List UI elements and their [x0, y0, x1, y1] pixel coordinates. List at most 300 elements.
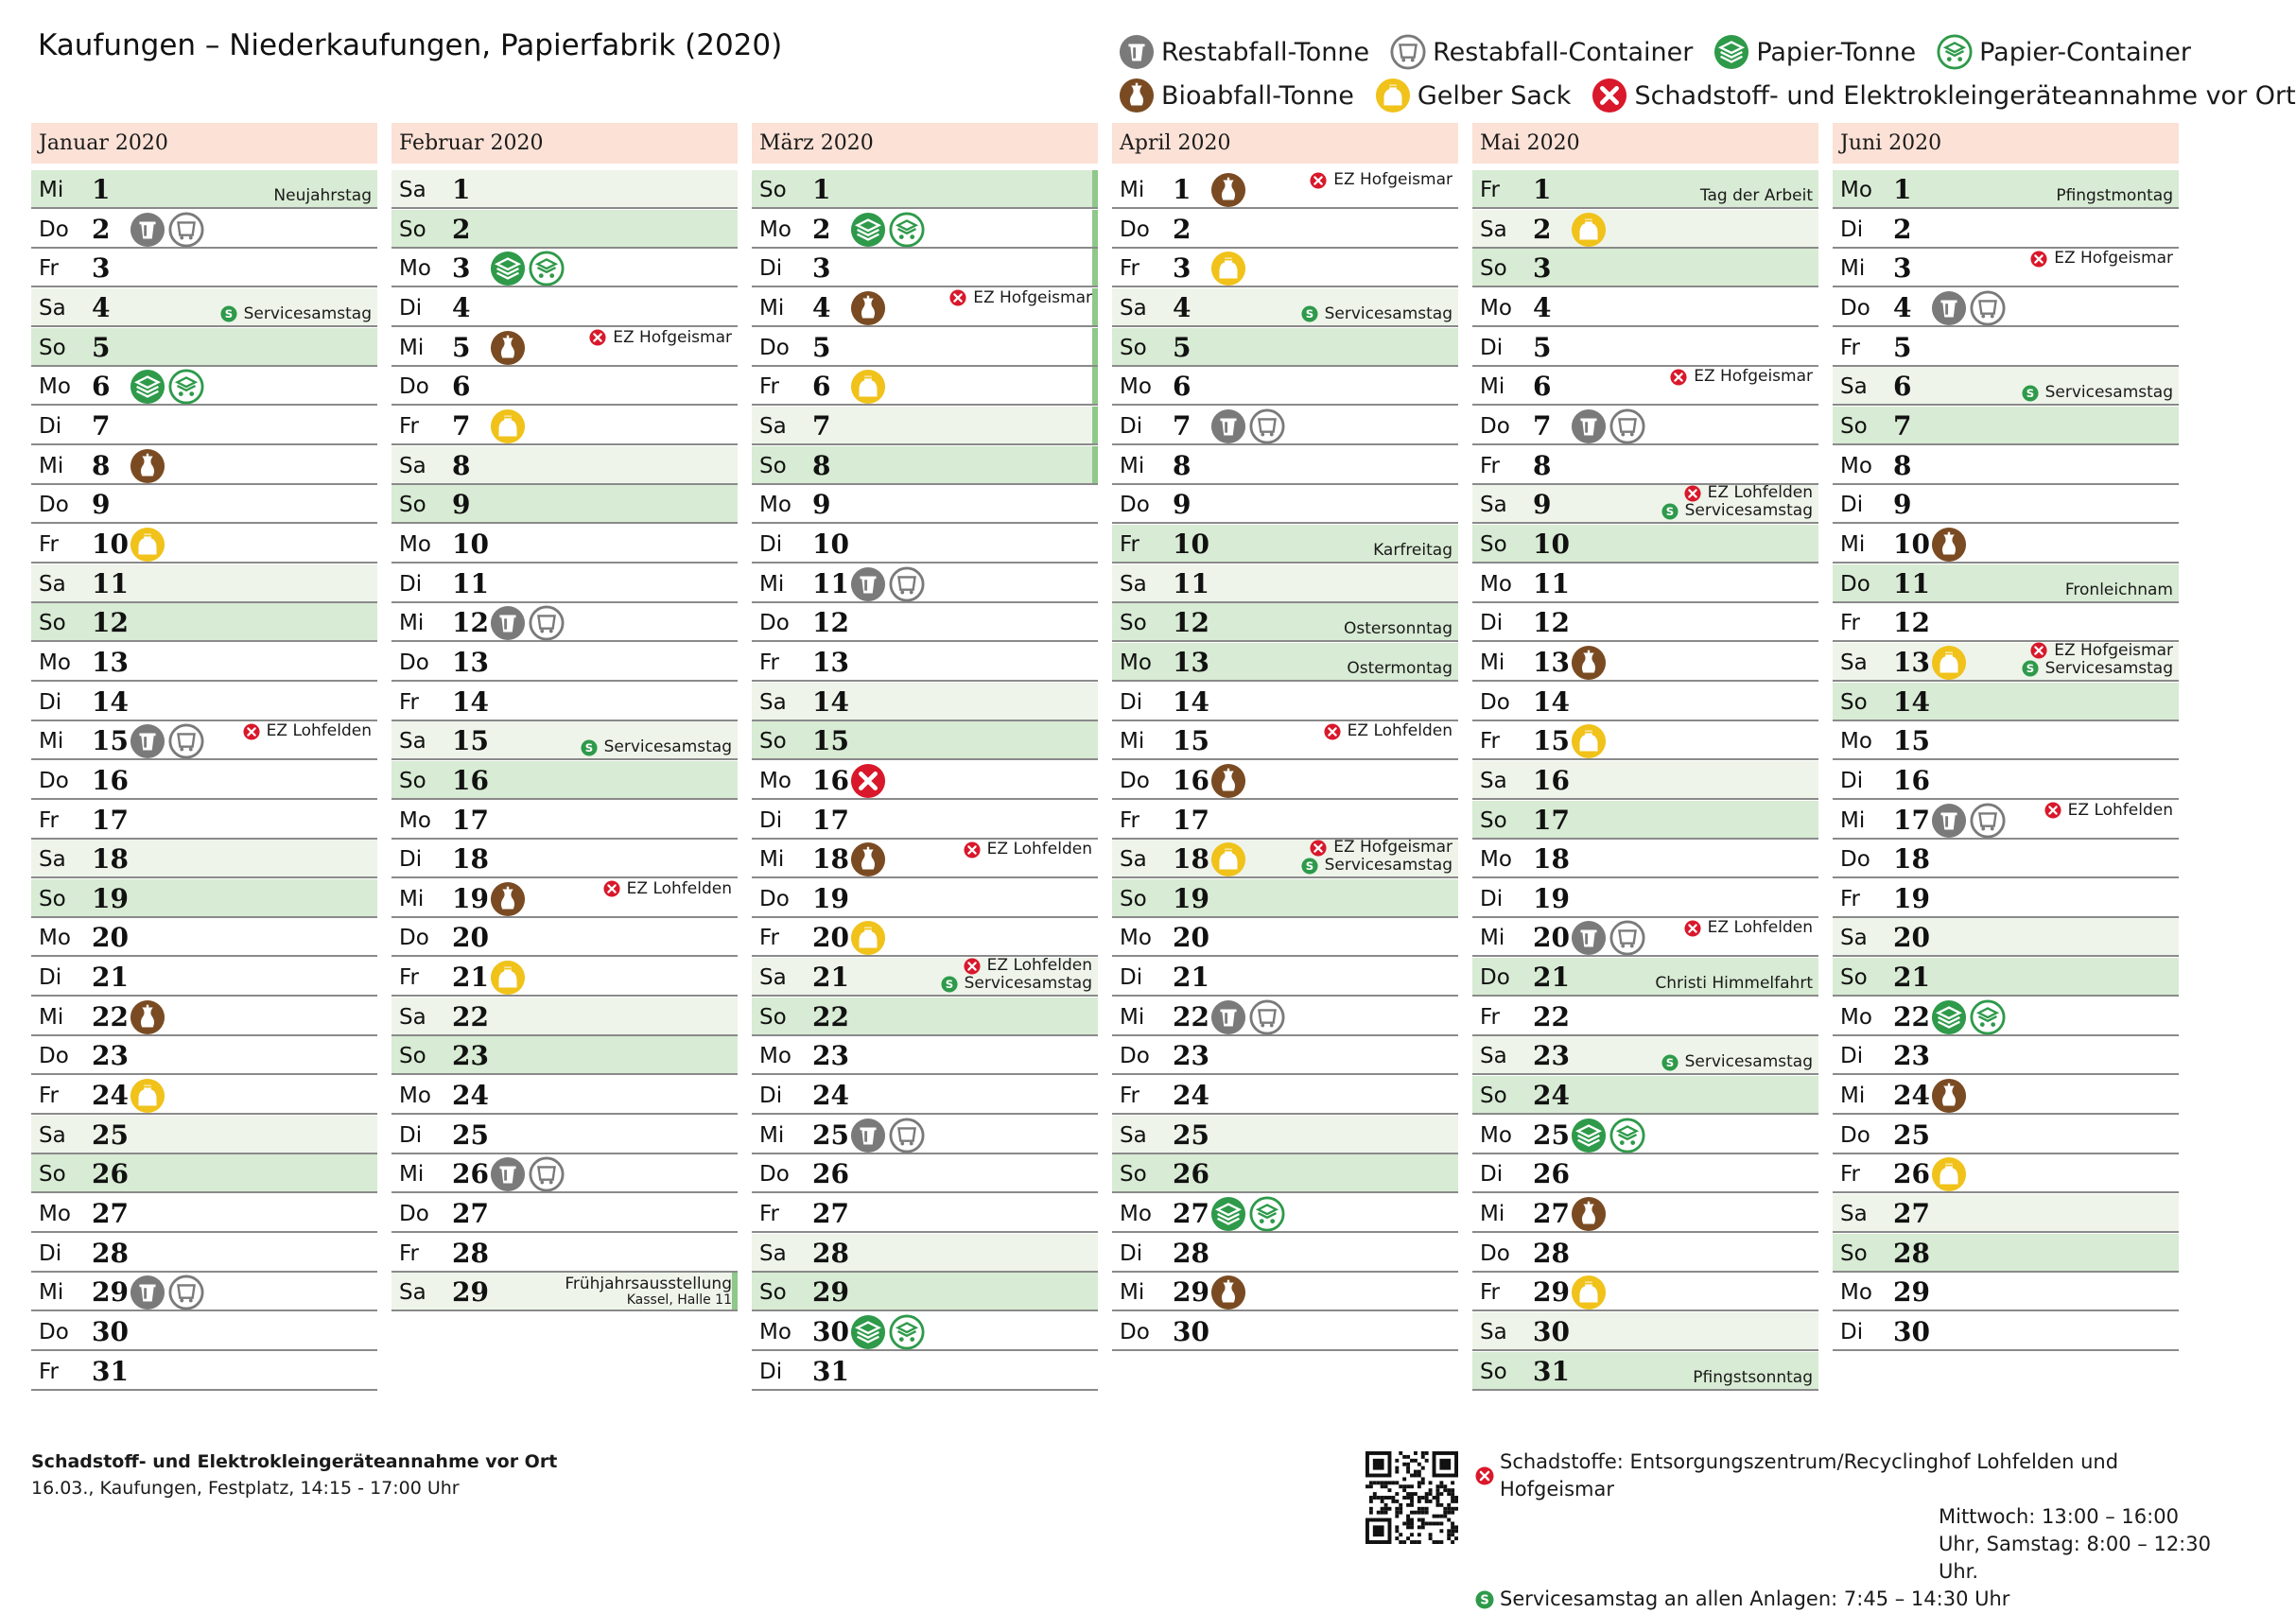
day-row[interactable]: [1472, 643, 1818, 682]
day-row[interactable]: [1833, 918, 2179, 957]
day-row[interactable]: [1112, 801, 1458, 840]
day-row[interactable]: [1472, 525, 1818, 564]
schadstoff-icon: [2030, 642, 2047, 659]
day-row[interactable]: [752, 761, 1098, 800]
day-row[interactable]: [1112, 840, 1458, 878]
day-number: 11: [92, 567, 129, 599]
day-row[interactable]: [391, 367, 738, 406]
day-row[interactable]: [31, 446, 377, 485]
day-row[interactable]: [1112, 879, 1458, 918]
day-row[interactable]: [1472, 761, 1818, 800]
day-row[interactable]: [391, 249, 738, 287]
day-row[interactable]: [1112, 958, 1458, 997]
gelber-sack-icon: [1571, 723, 1607, 759]
day-row[interactable]: [752, 801, 1098, 840]
day-row[interactable]: [1833, 1076, 2179, 1115]
day-note: [941, 975, 1092, 993]
day-note-text: EZ Lohfelden: [986, 840, 1092, 859]
day-number: 20: [452, 922, 489, 954]
day-row[interactable]: [1833, 288, 2179, 327]
day-row[interactable]: [1472, 603, 1818, 642]
day-note: [243, 722, 372, 740]
schadstoff-icon: [949, 289, 966, 306]
day-note-text: EZ Lohfelden: [266, 721, 372, 741]
collection-icons: [1571, 723, 1609, 759]
day-row[interactable]: [752, 879, 1098, 918]
day-number: 28: [1173, 1237, 1209, 1269]
gelber-sack-icon: [1571, 1275, 1607, 1310]
day-row[interactable]: [1472, 210, 1818, 249]
weekday-label: Di: [39, 413, 62, 439]
svg-text:S: S: [2026, 386, 2034, 400]
svg-text:S: S: [1305, 859, 1313, 873]
day-row[interactable]: [1112, 1194, 1458, 1233]
day-row[interactable]: [1472, 997, 1818, 1036]
day-row[interactable]: [391, 210, 738, 249]
day-row[interactable]: [1112, 721, 1458, 760]
day-row[interactable]: [31, 761, 377, 800]
day-row[interactable]: [1112, 170, 1458, 209]
collection-icons: [130, 448, 168, 484]
day-number: 1: [1893, 174, 1912, 205]
day-row[interactable]: [31, 1036, 377, 1075]
day-row[interactable]: [1112, 210, 1458, 249]
weekday-label: Sa: [1480, 1044, 1507, 1069]
day-row[interactable]: [1112, 1273, 1458, 1311]
day-number: 28: [452, 1237, 489, 1269]
day-row[interactable]: [752, 367, 1098, 406]
day-row[interactable]: [752, 721, 1098, 760]
restabfall-tonne-icon: [490, 1156, 526, 1192]
day-number: 19: [1893, 882, 1930, 914]
day-row[interactable]: [1112, 603, 1458, 642]
day-row[interactable]: [1833, 1312, 2179, 1351]
day-notes: [1373, 526, 1452, 560]
day-row[interactable]: [1472, 1273, 1818, 1311]
footer-left-detail: 16.03., Kaufungen, Festplatz, 14:15 - 17:00 Uhr: [31, 1478, 460, 1499]
day-row[interactable]: [31, 249, 377, 287]
day-row[interactable]: [1472, 1154, 1818, 1193]
day-number: 5: [1533, 331, 1552, 363]
day-row[interactable]: [752, 1154, 1098, 1193]
day-row[interactable]: [1472, 1234, 1818, 1273]
weekday-label: Mi: [39, 1280, 64, 1306]
day-row[interactable]: [391, 288, 738, 327]
day-row[interactable]: [752, 683, 1098, 721]
day-row[interactable]: [1472, 446, 1818, 485]
day-row[interactable]: [391, 801, 738, 840]
day-row[interactable]: [31, 958, 377, 997]
day-number: 7: [812, 409, 831, 442]
day-row[interactable]: [752, 1234, 1098, 1273]
day-row[interactable]: [391, 721, 738, 760]
weekday-label: Mo: [399, 1084, 431, 1109]
legend-label: Papier-Tonne: [1756, 37, 1917, 67]
day-number: 30: [92, 1316, 129, 1348]
day-number: 17: [1533, 804, 1570, 836]
weekday-label: Di: [1840, 217, 1864, 242]
day-number: 4: [812, 291, 831, 323]
legend-label: Gelber Sack: [1417, 80, 1572, 111]
day-number: 11: [452, 567, 489, 599]
weekday-label: Mo: [399, 256, 431, 282]
day-row[interactable]: [1112, 1234, 1458, 1273]
day-number: 9: [92, 489, 111, 521]
day-number: 1: [452, 174, 471, 205]
weekday-label: Fr: [1480, 1004, 1501, 1030]
papier-container-icon: [168, 369, 204, 405]
schadstoff-icon: [2044, 802, 2061, 819]
day-row[interactable]: [391, 840, 738, 878]
day-row[interactable]: [752, 958, 1098, 997]
day-row[interactable]: [391, 170, 738, 209]
day-row[interactable]: [391, 879, 738, 918]
day-row[interactable]: [31, 1076, 377, 1115]
day-row[interactable]: [1472, 721, 1818, 760]
day-number: 25: [1533, 1119, 1570, 1151]
weekday-label: Di: [1480, 886, 1504, 911]
day-row[interactable]: [1833, 525, 2179, 564]
day-row[interactable]: [752, 288, 1098, 327]
papier-tonne-icon: [1210, 1196, 1246, 1232]
day-row[interactable]: [1472, 801, 1818, 840]
day-number: 21: [812, 962, 849, 994]
day-row[interactable]: [1833, 840, 2179, 878]
day-row[interactable]: [31, 170, 377, 209]
legend-item-bioabfall-tonne: [1119, 78, 1354, 113]
day-row[interactable]: [752, 997, 1098, 1036]
day-row[interactable]: [1112, 367, 1458, 406]
day-number: 20: [812, 922, 849, 954]
weekday-label: Mi: [1480, 1202, 1505, 1227]
day-row[interactable]: [1833, 801, 2179, 840]
day-row[interactable]: [752, 407, 1098, 445]
weekday-label: Mi: [1120, 1280, 1145, 1306]
day-row[interactable]: [1833, 1273, 2179, 1311]
day-note-text: Tag der Arbeit: [1699, 186, 1813, 205]
day-number: 8: [812, 449, 831, 481]
day-row[interactable]: [1472, 879, 1818, 918]
weekday-label: Sa: [39, 571, 66, 597]
collection-icons: [490, 960, 529, 996]
weekday-label: Fr: [759, 650, 780, 675]
month-header: April 2020: [1112, 123, 1458, 164]
day-row[interactable]: [31, 840, 377, 878]
day-row[interactable]: [1833, 1036, 2179, 1075]
day-row[interactable]: [1112, 683, 1458, 721]
day-row[interactable]: [752, 1036, 1098, 1075]
day-row[interactable]: [752, 170, 1098, 209]
day-row[interactable]: [31, 564, 377, 603]
day-row[interactable]: [1112, 407, 1458, 445]
day-row[interactable]: [1472, 958, 1818, 997]
day-notes: [1347, 644, 1452, 678]
day-row[interactable]: [31, 1312, 377, 1351]
day-row[interactable]: [31, 1352, 377, 1391]
gelber-sack-icon: [1210, 841, 1246, 877]
day-row[interactable]: [1112, 446, 1458, 485]
bioabfall-tonne-icon: [1931, 527, 1967, 563]
day-row[interactable]: [1112, 1116, 1458, 1154]
footer-right-line: [1475, 1586, 2212, 1613]
day-row[interactable]: [1833, 1116, 2179, 1154]
day-row[interactable]: [752, 564, 1098, 603]
day-row[interactable]: [1472, 1116, 1818, 1154]
day-notes: [273, 171, 372, 205]
day-number: 31: [1533, 1355, 1570, 1387]
day-row[interactable]: [31, 367, 377, 406]
day-row[interactable]: [391, 1076, 738, 1115]
day-row[interactable]: [391, 407, 738, 445]
day-row[interactable]: [31, 485, 377, 524]
day-row[interactable]: [31, 721, 377, 760]
day-row[interactable]: [752, 328, 1098, 367]
weekday-label: Sa: [399, 453, 426, 478]
svg-text:S: S: [945, 977, 953, 991]
day-row[interactable]: [1833, 958, 2179, 997]
day-row[interactable]: [391, 1154, 738, 1193]
day-number: 14: [1173, 685, 1209, 718]
day-row[interactable]: [31, 1154, 377, 1193]
day-row[interactable]: [391, 643, 738, 682]
day-row[interactable]: [1112, 643, 1458, 682]
day-row[interactable]: [1833, 640, 2179, 682]
day-row[interactable]: [31, 525, 377, 564]
day-row[interactable]: [1112, 997, 1458, 1036]
schadstoff-icon: [243, 723, 260, 740]
day-row[interactable]: [1112, 1036, 1458, 1075]
day-number: 27: [1533, 1198, 1570, 1230]
day-row[interactable]: [752, 1076, 1098, 1115]
day-row[interactable]: [752, 249, 1098, 287]
restabfall-container-icon: [1609, 408, 1645, 444]
day-number: 22: [812, 1000, 849, 1032]
day-row[interactable]: [1112, 249, 1458, 287]
day-row[interactable]: [1833, 210, 2179, 249]
day-row[interactable]: [1833, 1194, 2179, 1233]
day-row[interactable]: [1472, 288, 1818, 327]
day-row[interactable]: [1833, 683, 2179, 721]
day-row[interactable]: [31, 683, 377, 721]
day-row[interactable]: [31, 801, 377, 840]
day-number: 23: [1533, 1040, 1570, 1072]
collection-icons: [490, 1156, 567, 1192]
day-row[interactable]: [1833, 879, 2179, 918]
day-row[interactable]: [1472, 367, 1818, 406]
day-row[interactable]: [31, 603, 377, 642]
footer-opening-hours: [1475, 1448, 2212, 1613]
day-row[interactable]: [1833, 761, 2179, 800]
day-row[interactable]: [1472, 918, 1818, 957]
day-row[interactable]: [1472, 485, 1818, 524]
day-row[interactable]: [1112, 1154, 1458, 1193]
day-row[interactable]: [1833, 446, 2179, 485]
weekday-label: Di: [39, 689, 62, 715]
day-row[interactable]: [752, 210, 1098, 249]
day-row[interactable]: [391, 997, 738, 1036]
papier-tonne-icon: [1571, 1118, 1607, 1153]
day-row[interactable]: [1833, 997, 2179, 1036]
day-row[interactable]: [1833, 249, 2179, 287]
day-row[interactable]: [391, 485, 738, 524]
weekday-label: Sa: [399, 1004, 426, 1030]
day-row[interactable]: [391, 446, 738, 485]
day-row[interactable]: [31, 1194, 377, 1233]
day-row[interactable]: [31, 1234, 377, 1273]
day-row[interactable]: [752, 1194, 1098, 1233]
day-row[interactable]: [1472, 564, 1818, 603]
day-row[interactable]: [31, 918, 377, 957]
weekday-label: Fr: [1840, 611, 1861, 636]
day-row[interactable]: [1833, 1154, 2179, 1193]
day-row[interactable]: [391, 525, 738, 564]
day-note-text: Frühjahrsausstellung: [565, 1275, 732, 1294]
day-row[interactable]: [1833, 170, 2179, 209]
day-row[interactable]: [391, 958, 738, 997]
day-note: [1661, 502, 1813, 520]
svg-text:S: S: [1665, 1055, 1674, 1069]
day-row[interactable]: [752, 525, 1098, 564]
weekday-label: Fr: [1120, 256, 1140, 282]
day-row[interactable]: [31, 643, 377, 682]
day-row[interactable]: [752, 643, 1098, 682]
day-row[interactable]: [752, 446, 1098, 485]
weekday-label: Mi: [1120, 453, 1145, 478]
qr-code[interactable]: [1365, 1451, 1458, 1544]
day-number: 10: [452, 528, 489, 560]
day-row[interactable]: [31, 1116, 377, 1154]
day-row[interactable]: [1112, 564, 1458, 603]
day-row[interactable]: [1472, 1194, 1818, 1233]
weekday-label: Fr: [1120, 531, 1140, 557]
day-row[interactable]: [1112, 1076, 1458, 1115]
day-row[interactable]: [1833, 485, 2179, 524]
day-row[interactable]: [1472, 328, 1818, 367]
weekday-label: Sa: [1840, 374, 1868, 400]
weekday-label: Sa: [1840, 650, 1868, 675]
day-row[interactable]: [31, 1273, 377, 1311]
day-row[interactable]: [1112, 1312, 1458, 1351]
day-row[interactable]: [391, 1194, 738, 1233]
day-number: 13: [812, 646, 849, 678]
day-row[interactable]: [31, 210, 377, 249]
day-row[interactable]: [391, 603, 738, 642]
day-notes: [1661, 1037, 1813, 1071]
day-row[interactable]: [1112, 328, 1458, 367]
day-row[interactable]: [1112, 485, 1458, 524]
day-row[interactable]: [391, 918, 738, 957]
day-row[interactable]: [1112, 918, 1458, 957]
day-row[interactable]: [1472, 683, 1818, 721]
day-row[interactable]: [391, 1116, 738, 1154]
restabfall-tonne-icon: [130, 723, 165, 759]
weekday-label: Di: [399, 1122, 423, 1148]
day-row[interactable]: [752, 603, 1098, 642]
restabfall-container-icon: [529, 605, 565, 641]
weekday-label: Sa: [1480, 1320, 1507, 1345]
day-note-text: Servicesamstag: [1684, 501, 1813, 521]
weekday-label: Mi: [399, 1162, 425, 1188]
day-row[interactable]: [752, 1116, 1098, 1154]
gelber-sack-icon: [1931, 645, 1967, 681]
day-row[interactable]: [1833, 407, 2179, 445]
day-row[interactable]: [1472, 1076, 1818, 1115]
day-number: 4: [92, 291, 111, 323]
day-row[interactable]: [31, 997, 377, 1036]
restabfall-tonne-icon: [1210, 999, 1246, 1035]
day-row[interactable]: [1472, 1036, 1818, 1075]
day-row[interactable]: [752, 840, 1098, 878]
day-row[interactable]: [1833, 564, 2179, 603]
day-row[interactable]: [1472, 1352, 1818, 1391]
weekday-label: Fr: [1480, 178, 1501, 202]
day-row[interactable]: [391, 683, 738, 721]
servicesamstag-icon: [581, 739, 598, 756]
day-notes: [2030, 250, 2173, 284]
day-row[interactable]: [1833, 721, 2179, 760]
day-number: 6: [1533, 371, 1552, 403]
day-number: 19: [452, 882, 489, 914]
day-row[interactable]: [391, 564, 738, 603]
day-row[interactable]: [1472, 249, 1818, 287]
day-row[interactable]: [1472, 840, 1818, 878]
day-note-text: Servicesamstag: [1324, 856, 1452, 876]
day-number: 9: [1533, 489, 1552, 521]
highlight-bar: [1092, 367, 1098, 404]
day-row[interactable]: [391, 328, 738, 367]
day-row[interactable]: [1112, 761, 1458, 800]
restabfall-container-icon: [889, 1118, 925, 1153]
day-number: 7: [1533, 409, 1552, 442]
day-row[interactable]: [1472, 170, 1818, 209]
day-row[interactable]: [1833, 1234, 2179, 1273]
day-row[interactable]: [31, 288, 377, 327]
day-row[interactable]: [1833, 328, 2179, 367]
collection-icons: [1931, 1078, 1970, 1114]
day-notes: [941, 956, 1092, 994]
day-row[interactable]: [31, 407, 377, 445]
day-row[interactable]: [1472, 407, 1818, 445]
day-row[interactable]: [391, 761, 738, 800]
weekday-label: So: [1120, 886, 1147, 911]
day-row[interactable]: [752, 485, 1098, 524]
weekday-label: Di: [39, 1240, 62, 1266]
day-row[interactable]: [1112, 288, 1458, 327]
day-row[interactable]: [752, 918, 1098, 957]
schadstoff-icon: [589, 329, 606, 346]
day-row[interactable]: [31, 328, 377, 367]
day-row[interactable]: [752, 1273, 1098, 1311]
weekday-label: Mo: [399, 531, 431, 557]
weekday-label: So: [39, 886, 66, 911]
day-row[interactable]: [391, 1036, 738, 1075]
restabfall-tonne-icon: [1119, 34, 1155, 70]
day-row[interactable]: [752, 1352, 1098, 1391]
day-note: [2022, 660, 2173, 678]
day-row[interactable]: [752, 1312, 1098, 1351]
day-row[interactable]: [1833, 603, 2179, 642]
day-row[interactable]: [391, 1273, 738, 1311]
month-header: Januar 2020: [31, 123, 377, 164]
day-row[interactable]: [391, 1234, 738, 1273]
day-note-text: EZ Lohfelden: [626, 878, 732, 898]
day-row[interactable]: [1833, 367, 2179, 406]
highlight-bar: [1092, 170, 1098, 207]
day-row[interactable]: [31, 879, 377, 918]
legend-item-papier-container: [1937, 34, 2191, 70]
day-row[interactable]: [1112, 525, 1458, 564]
day-row[interactable]: [1472, 1312, 1818, 1351]
